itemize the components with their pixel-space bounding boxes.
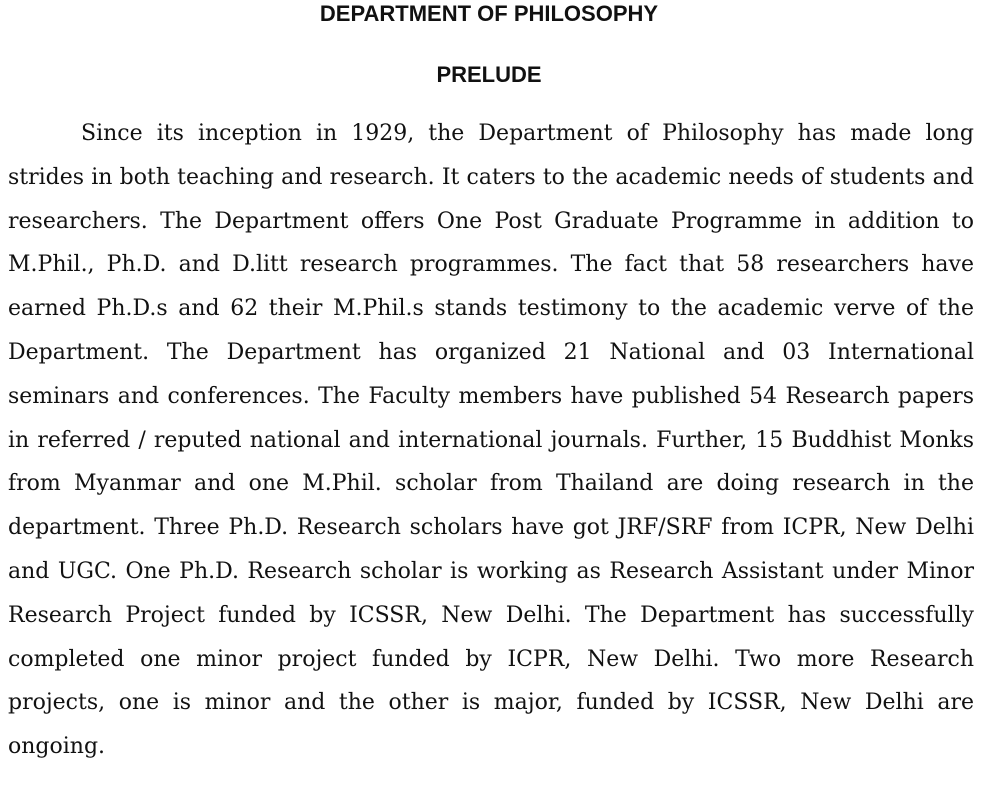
section-heading: PRELUDE [436, 62, 542, 87]
page-title: DEPARTMENT OF PHILOSOPHY [319, 1, 659, 26]
body-paragraph: Since its inception in 1929, the Department of Philosophy has made long strides in both teaching and research. It caters to the academic needs of students and researchers. The Department offers One Post Graduate Programme in addition to M.Phil., Ph.D. and D.litt research programmes. The fact that 58 researchers have earned Ph.D.s and 62 their M.Phil.s stands testimony to the academic verve of the Department. The Department has organized 21 National and 03 International seminars and conferences. The Faculty members have published 54 Research papers in referred / reputed national and international journals. Further, 15 Buddhist Monks from Myanmar and one M.Phil. scholar from Thailand are doing research in the department. Three Ph.D. Research scholars have got JRF/SRF from ICPR, New Delhi and UGC. One Ph.D. Research scholar is working as Research Assistant under Minor Research Project funded by ICSSR, New Delhi. The Department has successfully completed one minor project funded by ICPR, New Delhi. Two more Research projects, one is minor and the other is major, funded by ICSSR, New Delhi are ongoing. [8, 121, 974, 760]
